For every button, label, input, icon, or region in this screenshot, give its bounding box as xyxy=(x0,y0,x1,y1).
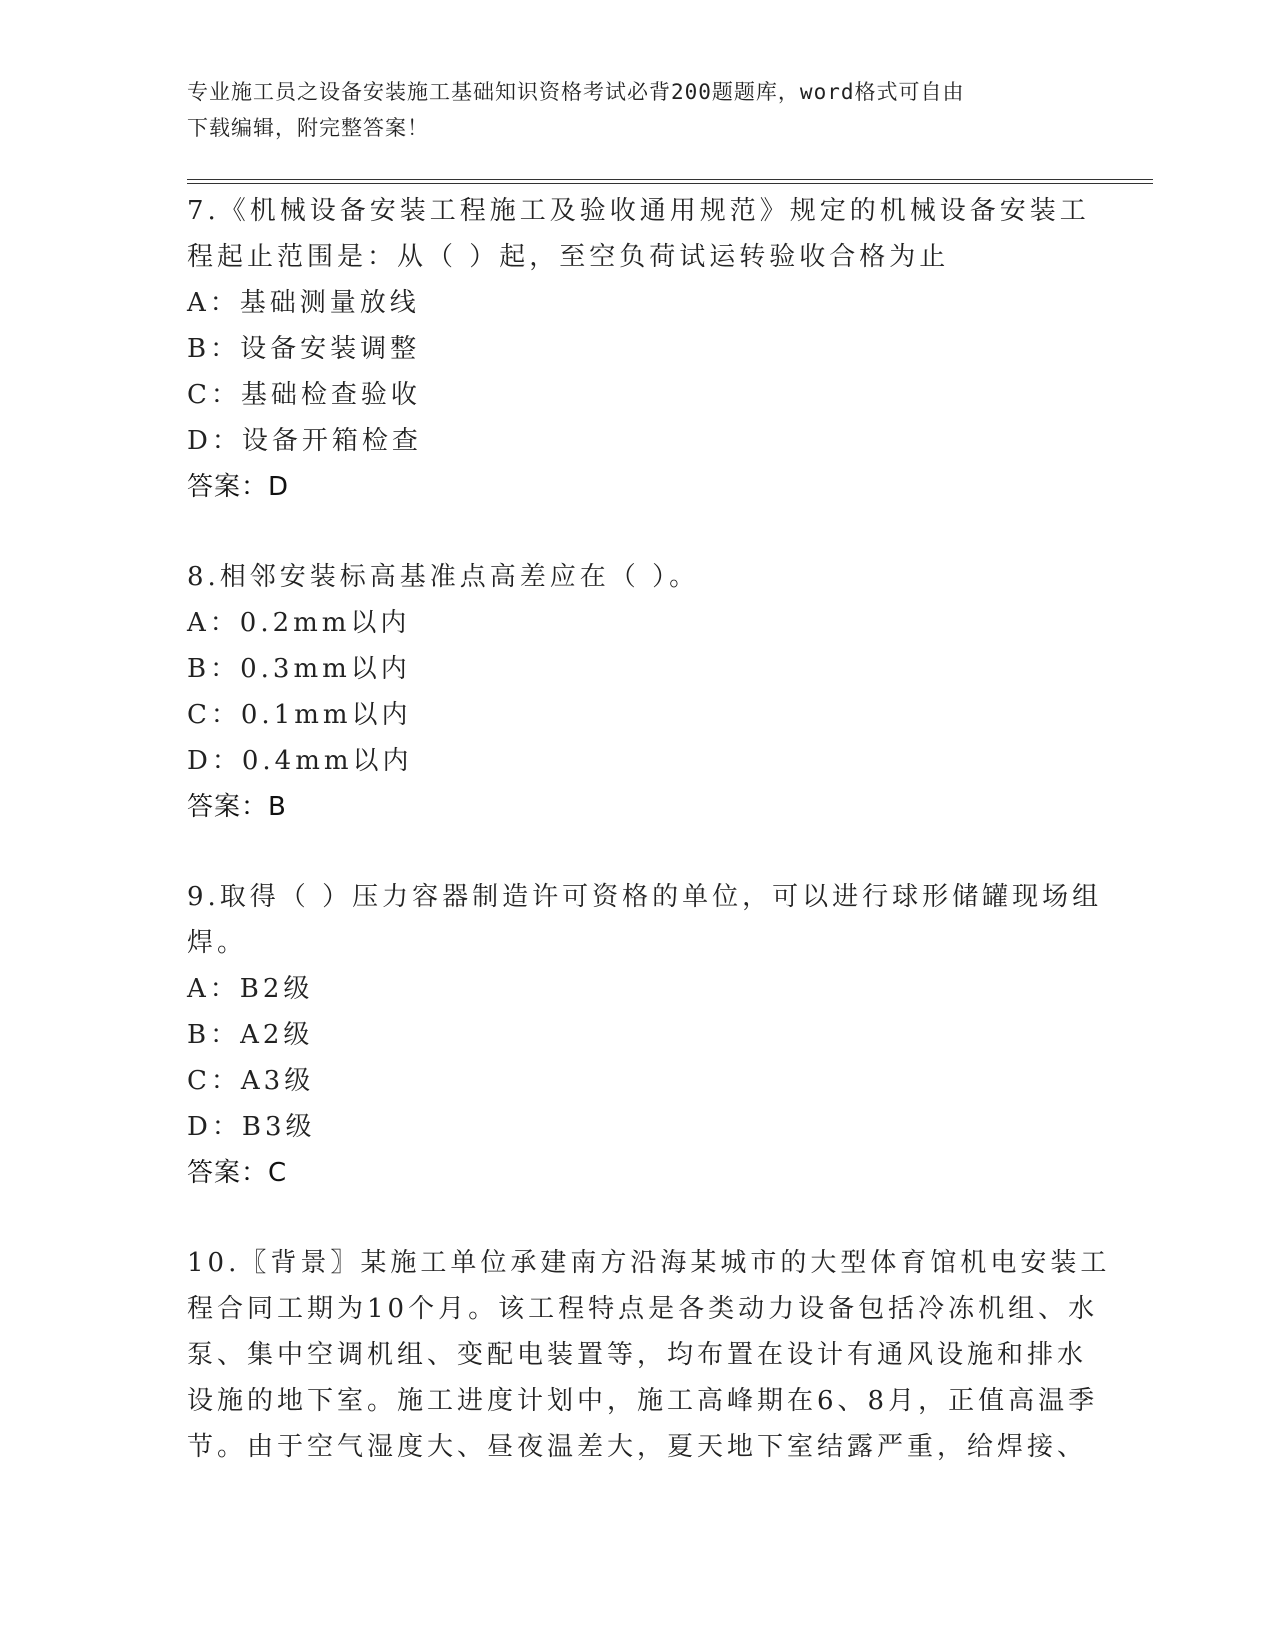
question-stem-line: 程起止范围是：从（ ）起，至空负荷试运转验收合格为止 xyxy=(187,242,950,272)
option-c: C：A3级 xyxy=(187,1066,315,1096)
question-stem-line: 10.〖背景〗某施工单位承建南方沿海某城市的大型体育馆机电安装工 xyxy=(187,1248,1111,1278)
question-8 xyxy=(187,554,1087,830)
document-header xyxy=(187,74,1087,146)
option-a: A：B2级 xyxy=(187,974,314,1004)
option-c: C：基础检查验收 xyxy=(187,380,421,410)
question-gap xyxy=(187,1196,1087,1240)
answer-label: 答案：B xyxy=(187,792,287,822)
question-list xyxy=(187,188,1111,1470)
option-b: B：A2级 xyxy=(187,1020,314,1050)
option-d: D：0.4mm以内 xyxy=(187,746,413,776)
question-10 xyxy=(187,1240,1111,1470)
question-9 xyxy=(187,874,1103,1196)
question-stem-line: 9.取得（ ）压力容器制造许可资格的单位，可以进行球形储罐现场组 xyxy=(187,882,1103,912)
answer-label: 答案：C xyxy=(187,1158,288,1188)
header-rule-bottom xyxy=(187,183,1153,184)
question-stem-line: 程合同工期为10个月。该工程特点是各类动力设备包括冷冻机组、水 xyxy=(187,1294,1099,1324)
question-7 xyxy=(187,188,1090,510)
question-stem-line: 焊。 xyxy=(187,928,248,958)
question-gap xyxy=(187,830,1087,874)
option-b: B：设备安装调整 xyxy=(187,334,421,364)
question-stem-line: 设施的地下室。施工进度计划中，施工高峰期在6、8月，正值高温季 xyxy=(187,1386,1099,1416)
header-rule-top xyxy=(187,179,1153,180)
option-a: A：0.2mm以内 xyxy=(187,608,411,638)
answer-label: 答案：D xyxy=(187,472,290,502)
option-c: C：0.1mm以内 xyxy=(187,700,412,730)
question-stem-line: 节。由于空气湿度大、昼夜温差大，夏天地下室结露严重，给焊接、 xyxy=(187,1432,1088,1462)
question-stem-line: 7.《机械设备安装工程施工及验收通用规范》规定的机械设备安装工 xyxy=(187,196,1090,226)
option-d: D：B3级 xyxy=(187,1112,316,1142)
header-line-2: 下载编辑，附完整答案！ xyxy=(187,116,429,140)
question-gap xyxy=(187,510,1087,554)
header-line-1: 专业施工员之设备安装施工基础知识资格考试必背200题题库，word格式可自由 xyxy=(187,80,965,104)
option-b: B：0.3mm以内 xyxy=(187,654,411,684)
question-stem-line: 泵、集中空调机组、变配电装置等，均布置在设计有通风设施和排水 xyxy=(187,1340,1088,1370)
question-stem-line: 8.相邻安装标高基准点高差应在（ ）。 xyxy=(187,562,700,592)
option-a: A：基础测量放线 xyxy=(187,288,420,318)
option-d: D：设备开箱检查 xyxy=(187,426,422,456)
